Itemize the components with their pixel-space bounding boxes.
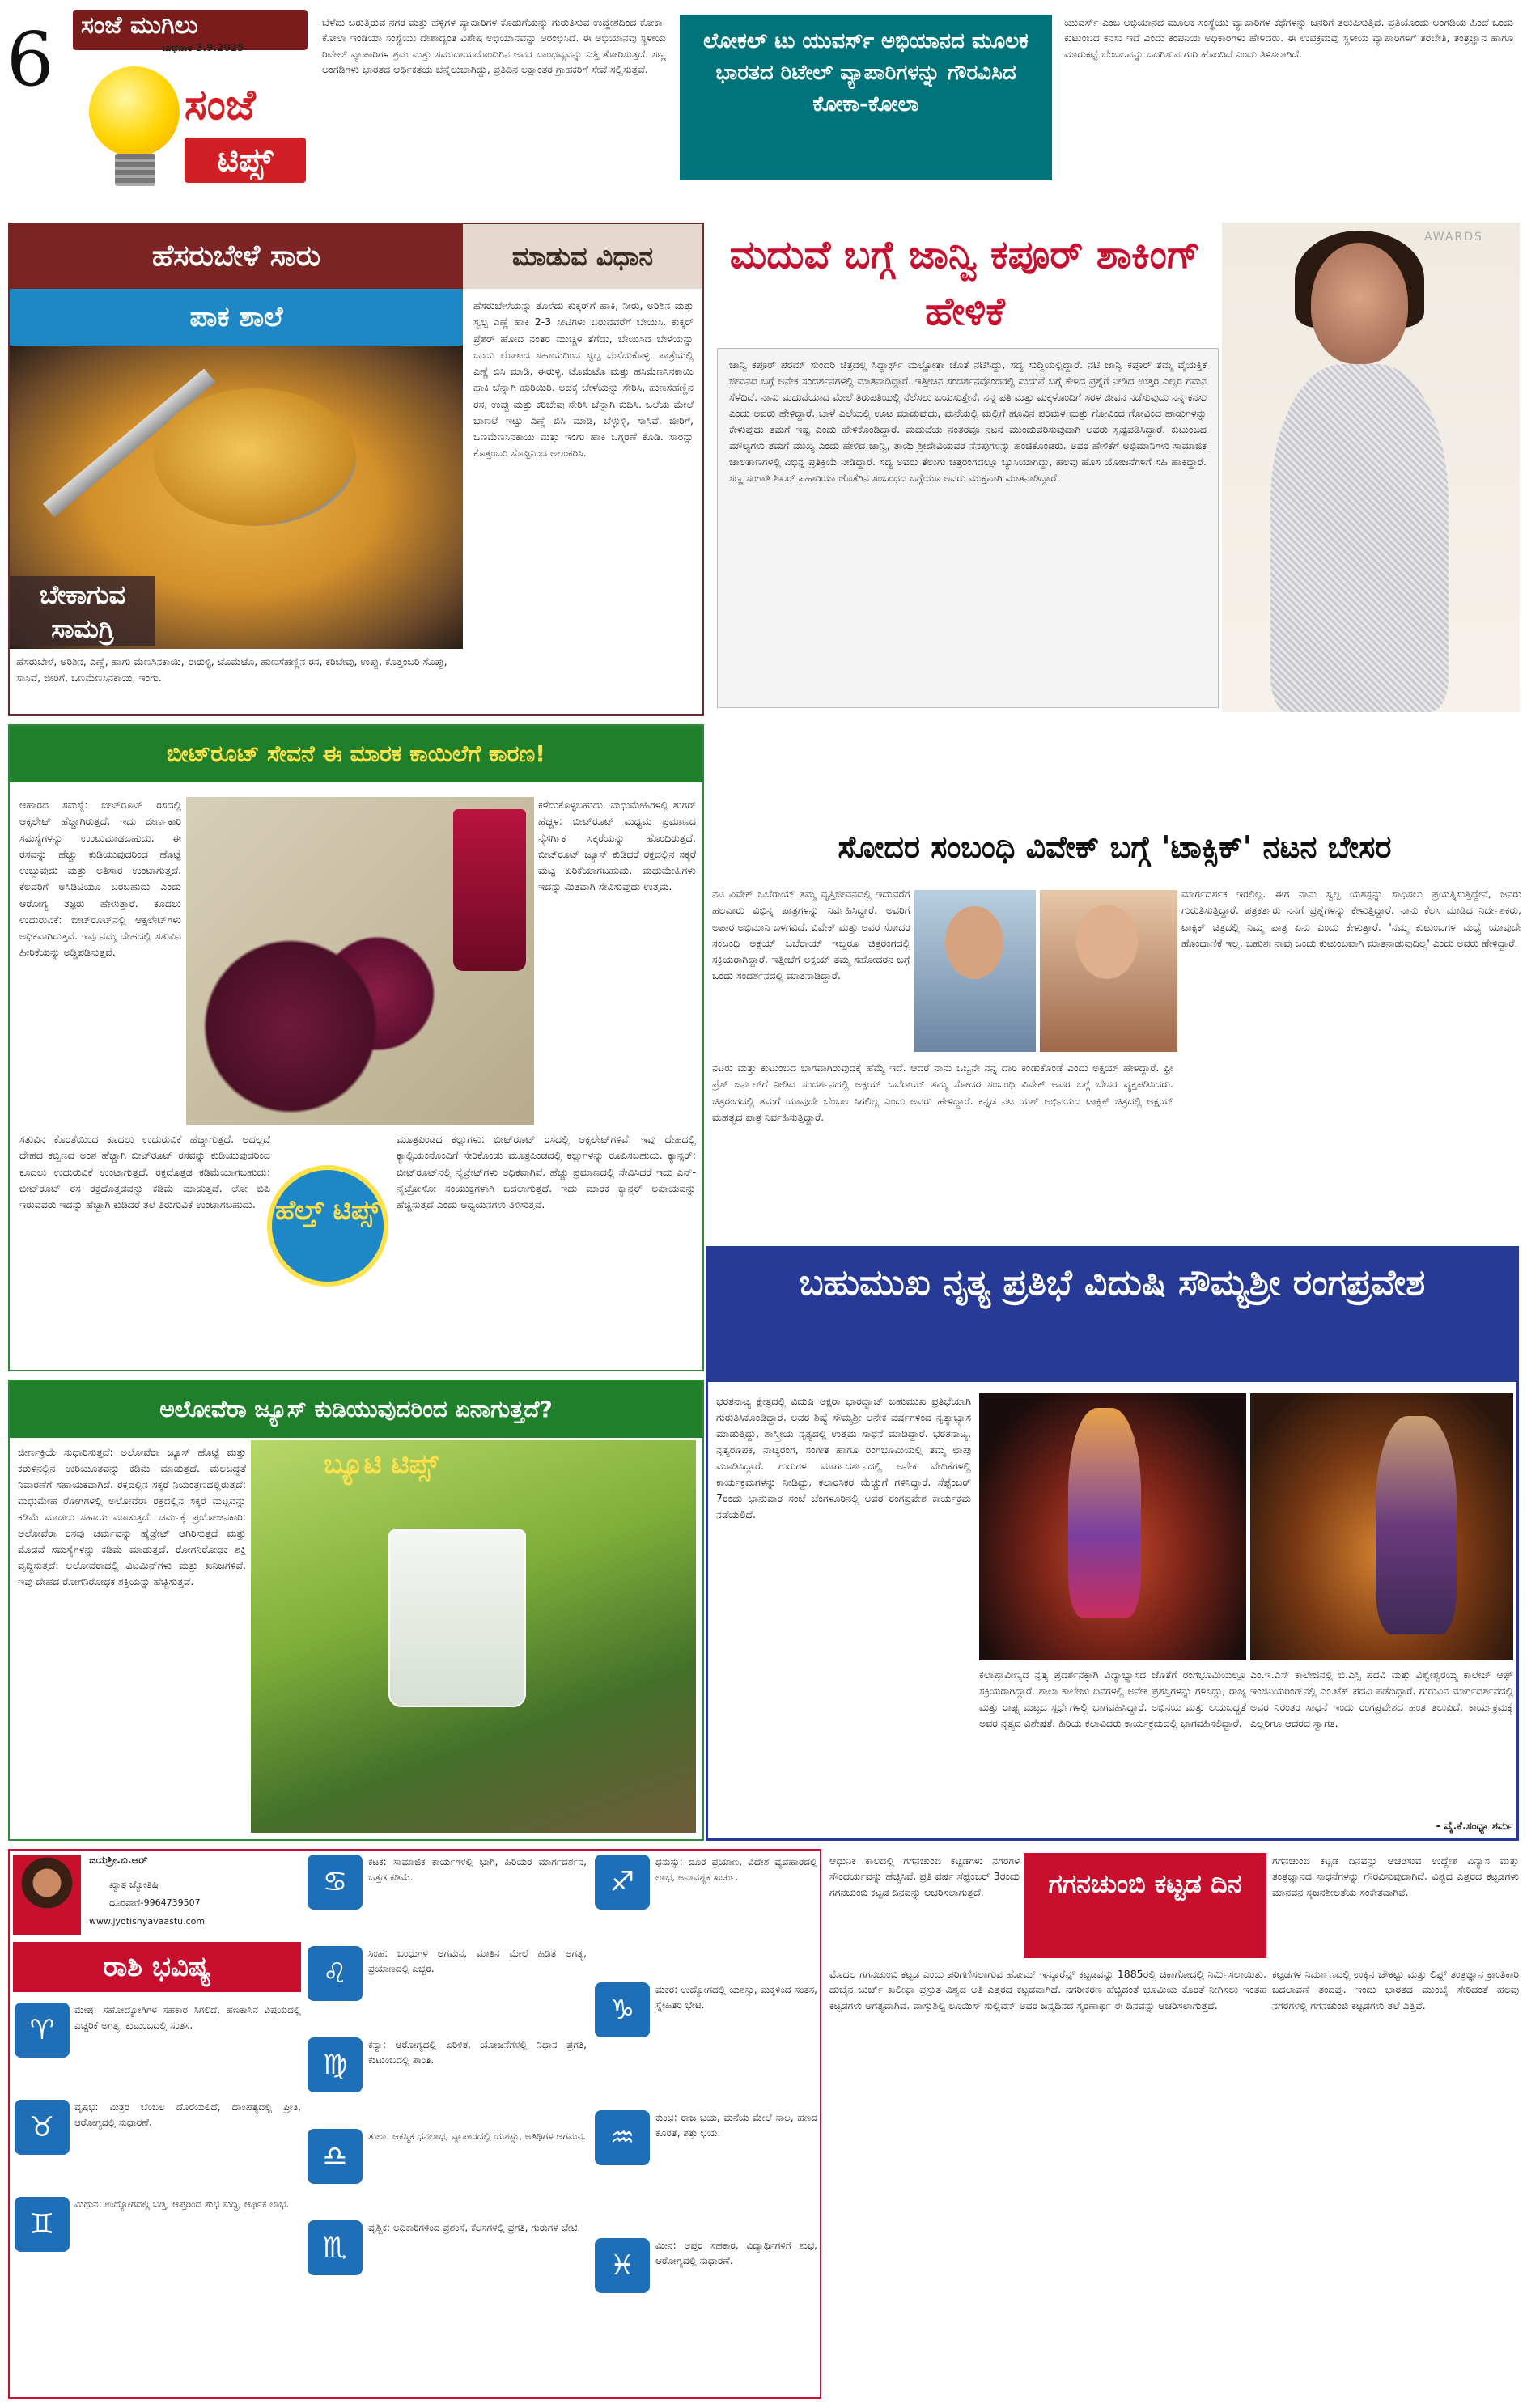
aquarius-icon: ♒: [595, 2110, 650, 2165]
skyscraper-headline: ಗಗನಚುಂಬಿ ಕಟ್ಟಡ ದಿನ: [1024, 1853, 1266, 1958]
astrologer-name: ಜಯಶ್ರೀ.ಬಿ.ಆರ್: [89, 1855, 148, 1867]
skyscraper-col3: ಗಗನಚುಂಬಿ ಕಟ್ಟಡ ದಿನವನ್ನು ಆಚರಿಸುವ ಉದ್ದೇಶ ವಿನ್ಯಾಸ ಮತ್ತು ತಂತ್ರಜ್ಞಾನದ ಸಾಧನೆಗಳನ್ನು ಗೌರವಿಸುವುದಾಗಿದೆ. ವಿಶ್ವದ ಎತ್ತರದ ಕಟ್ಟಡಗಳು ಮಾನವನ ಸೃಜನಶೀಲತೆಯ ಸಂಕೇತವಾಗಿವೆ.: [1272, 1855, 1519, 1898]
leo-text: ಸಿಂಹ: ಬಂಧುಗಳ ಆಗಮನ, ಮಾತಿನ ಮೇಲೆ ಹಿಡಿತ ಅಗತ್ಯ, ಪ್ರಯಾಣದಲ್ಲಿ ಎಚ್ಚರ.: [368, 1948, 587, 1974]
ladle-graphic: [154, 388, 356, 526]
section-title: ಸಂಜೆ: [185, 81, 256, 129]
janhvi-dress-graphic: [1270, 364, 1449, 712]
masthead: [0, 0, 308, 214]
dancer-figure-1: [1068, 1408, 1141, 1618]
aloe-juice-glass-graphic: [388, 1529, 526, 1707]
beetroot-col3: ಕಳೆದುಕೊಳ್ಳಬಹುದು. ಮಧುಮೇಹಿಗಳಲ್ಲಿ ಶುಗರ್ ಹೆಚ್ಚಳ: ಬೀಟ್‌ರೂಟ್ ಮಧ್ಯಮ ಪ್ರಮಾಣದ ನೈಸರ್ಗಿಕ ಸಕ್ಕರೆಯನ್ನು ಹೊಂದಿರುತ್ತದೆ. ಬೀಟ್‌ರೂಟ್ ಜ್ಯೂಸ್ ಕುಡಿದರೆ ರಕ್ತದಲ್ಲಿನ ಸಕ್ಕರೆ ಮಟ್ಟ ಏರಿಕೆಯಾಗಬಹುದು. ಮಧುಮೇಹಿಗಳು ಇದನ್ನು ಮಿತವಾಗಿ ಸೇವಿಸುವುದು ಉತ್ತಮ.: [538, 799, 696, 893]
janhvi-face-graphic: [1311, 243, 1408, 364]
aquarius-text: ಕುಂಭ: ರಾಜ ಭಯ, ಮನೆಯ ಮೇಲೆ ಸಾಲ, ಹಣದ ಕೊರತೆ, ಶತ್ರು ಭಯ.: [655, 2112, 817, 2139]
beetroot-bottom-col2: ಮೂತ್ರಪಿಂಡದ ಕಲ್ಲುಗಳು: ಬೀಟ್‌ರೂಟ್ ರಸದಲ್ಲಿ ಆಕ್ಸಲೇಟ್‌ಗಳಿವೆ. ಇವು ದೇಹದಲ್ಲಿ ಕ್ಯಾಲ್ಸಿಯಂನೊಂದಿಗೆ ಸೇರಿಕೊಂಡು ಮೂತ್ರಪಿಂಡದಲ್ಲಿ ಕಲ್ಲುಗಳನ್ನು ರೂಪಿಸಬಹುದು. ಕ್ಯಾನ್ಸರ್: ಬೀಟ್‌ರೂಟ್‌ನಲ್ಲಿ ನೈಟ್ರೇಟ್‌ಗಳು ಅಧಿಕವಾಗಿವೆ. ಹೆಚ್ಚು ಪ್ರಮಾಣದಲ್ಲಿ ಸೇವಿಸಿದರೆ ಇದು ಎನ್-ನೈಟ್ರೋಸೋ ಸಂಯುಕ್ತಗಳಾಗಿ ಬದಲಾಗುತ್ತದೆ. ಇದು ಮಾರಕ ಕ್ಯಾನ್ಸರ್ ಅಪಾಯವನ್ನು ಹೆಚ್ಚಿಸುತ್ತದೆ ಎಂದು ಅಧ್ಯಯನಗಳು ತಿಳಿಸುತ್ತವೆ.: [397, 1133, 696, 1210]
aloe-headline: ಅಲೋವೆರಾ ಜ್ಯೂಸ್ ಕುಡಿಯುವುದರಿಂದ ಏನಾಗುತ್ತದೆ?: [10, 1381, 702, 1438]
issue-date: ಬುಧವಾರ 3.9.2025: [162, 42, 244, 53]
beetroot-headline: ಬೀಟ್‌ರೂಟ್ ಸೇವನೆ ಈ ಮಾರಕ ಕಾಯಿಲೆಗೆ ಕಾರಣ!: [10, 726, 702, 782]
kitchen-section-title: ಪಾಕ ಶಾಲೆ: [10, 289, 463, 346]
astrologer-website: www.jyotishyavaastu.com: [89, 1916, 206, 1927]
ingredients-list: ಹೆಸರುಬೇಳೆ, ಅರಿಶಿನ, ಎಣ್ಣೆ, ಹಾಗು ಮೆಣಸಿನಕಾಯಿ, ಈರುಳ್ಳಿ, ಟೊಮೆಟೊ, ಹುಣಸೆಹಣ್ಣಿನ ರಸ, ಕರಿಬೇವು, ಉಪ್ಪು, ಕೊತ್ತಂಬರಿ ಸೊಪ್ಪು, ಸಾಸಿವೆ, ಜೀರಿಗೆ, ಒಣಮೆಣಸಿನಕಾಯಿ, ಇಂಗು.: [16, 655, 447, 684]
janhvi-article-body: ಜಾನ್ವಿ ಕಪೂರ್ ಪರಮ್ ಸುಂದರಿ ಚಿತ್ರದಲ್ಲಿ ಸಿದ್ಧಾರ್ಥ್ ಮಲ್ಹೋತ್ರಾ ಜೊತೆ ನಟಿಸಿದ್ದು, ಸದ್ಯ ಸುದ್ದಿಯಲ್ಲಿದ್ದಾರೆ. ನಟಿ ಜಾನ್ವಿ ಕಪೂರ್ ತಮ್ಮ ವೈಯಕ್ತಿಕ ಜೀವನದ ಬಗ್ಗೆ ಅನೇಕ ಸಂದರ್ಶನಗಳಲ್ಲಿ ಮಾತನಾಡಿದ್ದಾರೆ. ಇತ್ತೀಚಿನ ಸಂದರ್ಶನವೊಂದರಲ್ಲಿ ಮದುವೆ ಬಗ್ಗೆ ಕೇಳಿದ ಪ್ರಶ್ನೆಗೆ ನೀಡಿದ ಉತ್ತರ ಎಲ್ಲರ ಗಮನ ಸೆಳೆದಿದೆ. ನಾನು ಮದುವೆಯಾದ ಮೇಲೆ ತಿರುಪತಿಯಲ್ಲಿ ನೆಲೆಸಲು ಬಯಸುತ್ತೇನೆ, ನನ್ನ ಪತಿ ಮತ್ತು ಮಕ್ಕಳೊಂದಿಗೆ ಸರಳ ಜೀವನ ನಡೆಸುವುದು ನನ್ನ ಕನಸು ಎಂದು ಅವರು ಹೇಳಿದ್ದಾರೆ. ಬಾಳೆ ಎಲೆಯಲ್ಲಿ ಊಟ ಮಾಡುವುದು, ಮನೆಯಲ್ಲಿ ಮಲ್ಲಿಗೆ ಹೂವಿನ ಪರಿಮಳ ಮತ್ತು ಗೋವಿಂದ ಗೋವಿಂದ ಹಾಡುಗಳನ್ನು ಕೇಳುವುದು ತಮಗೆ ಇಷ್ಟ ಎಂದು ಹೇಳಿಕೊಂಡಿದ್ದಾರೆ. ಮದುವೆಯ ನಂತರವೂ ನಟನೆ ಮುಂದುವರಿಸುವುದಾಗಿ ಅವರು ಸ್ಪಷ್ಟಪಡಿಸಿದ್ದಾರೆ. ಕುಟುಂಬದ ಮೌಲ್ಯಗಳು ತಮಗೆ ಮುಖ್ಯ ಎಂದು ಹೇಳಿದ ಜಾನ್ವಿ, ತಾಯಿ ಶ್ರೀದೇವಿಯವರ ನೆನಪುಗಳನ್ನು ಹಂಚಿಕೊಂಡರು. ಅವರ ಹೇಳಿಕೆಗೆ ಅಭಿಮಾನಿಗಳು ಸಾಮಾಜಿಕ ಜಾಲತಾಣಗಳಲ್ಲಿ ವಿಭಿನ್ನ ಪ್ರತಿಕ್ರಿಯೆ ನೀಡಿದ್ದಾರೆ. ಸದ್ಯ ಅವರು ತೆಲುಗು ಚಿತ್ರರಂಗದಲ್ಲೂ ಬ್ಯುಸಿಯಾಗಿದ್ದು, ಹಲವು ಹೊಸ ಯೋಜನೆಗಳಿಗೆ ಸಹಿ ಹಾಕಿದ್ದಾರೆ. ಸಣ್ಣ ಸಂಗಾತಿ ಶಿಖರ್ ಪಹಾರಿಯಾ ಜೊತೆಗಿನ ಸಂಬಂಧದ ಬಗ್ಗೆಯೂ ಅವರು ಮುಕ್ತವಾಗಿ ಮಾತನಾಡಿದ್ದಾರೆ.: [717, 348, 1219, 708]
method-title: ಮಾಡುವ ವಿಧಾನ: [463, 224, 702, 289]
astrologer-phone: ದೂರವಾಣಿ-9964739507: [109, 1897, 201, 1908]
awards-backdrop-text: AWARDS: [1424, 231, 1483, 244]
vivek-col1: ನಟ ವಿವೇಕ್ ಒಬೆರಾಯ್ ತಮ್ಮ ವೃತ್ತಿಜೀವನದಲ್ಲಿ ಇದುವರೆಗೆ ಹಲವಾರು ವಿಭಿನ್ನ ಪಾತ್ರಗಳನ್ನು ನಿರ್ವಹಿಸಿದ್ದಾರೆ. ಅವರಿಗೆ ಅಪಾರ ಅಭಿಮಾನಿ ಬಳಗವಿದೆ. ವಿವೇಕ್ ಮತ್ತು ಅವರ ಸೋದರ ಸಂಬಂಧಿ ಅಕ್ಷಯ್ ಒಬೆರಾಯ್ ಇಬ್ಬರೂ ಚಿತ್ರರಂಗದಲ್ಲಿ ಸಕ್ರಿಯರಾಗಿದ್ದಾರೆ. ಇತ್ತೀಚೆಗೆ ಅಕ್ಷಯ್ ತಮ್ಮ ಸಹೋದರನ ಬಗ್ಗೆ ಒಂದು ಸಂದರ್ಶನದಲ್ಲಿ ಮಾತನಾಡಿದ್ದಾರೆ.: [712, 888, 910, 982]
scorpio-icon: ♏: [308, 2220, 363, 2275]
newspaper-logo: ಸಂಜೆ ಮುಗಿಲು: [81, 11, 198, 40]
top-article-headline: ಲೋಕಲ್ ಟು ಯುವರ್ಸ್ ಅಭಿಯಾನದ ಮೂಲಕ ಭಾರತದ ರಿಟೇಲ್ ವ್ಯಾಪಾರಿಗಳನ್ನು ಗೌರವಿಸಿದ ಕೋಕಾ-ಕೋಲಾ: [680, 15, 1052, 180]
ingredients-label: ಬೇಕಾಗುವ ಸಾಮಗ್ರಿ: [10, 576, 155, 646]
dance-headline: ಬಹುಮುಖ ನೃತ್ಯ ಪ್ರತಿಭೆ ವಿದುಷಿ ಸೌಮ್ಯಶ್ರೀ ರಂಗಪ್ರವೇಶ: [706, 1246, 1519, 1380]
lightbulb-base-icon: [115, 154, 155, 186]
astrologer-role: ಖ್ಯಾತ ಜ್ಯೋತಿಷಿ: [109, 1879, 159, 1890]
leo-icon: ♌: [308, 1946, 363, 2001]
cancer-text: ಕಟಕ: ಸಾಮಾಜಿಕ ಕಾರ್ಯಗಳಲ್ಲಿ ಭಾಗಿ, ಹಿರಿಯರ ಮಾರ್ಗದರ್ಶನ, ಒತ್ತಡ ಕಡಿಮೆ.: [368, 1856, 587, 1883]
vivek-face-graphic: [1076, 905, 1138, 979]
vivek-headline: ಸೋದರ ಸಂಬಂಧಿ ವಿವೇಕ್ ಬಗ್ಗೆ 'ಟಾಕ್ಸಿಕ್' ನಟನ ಬೇಸರ: [838, 829, 1392, 865]
libra-icon: ♎: [308, 2129, 363, 2184]
pisces-text: ಮೀನ: ಆಪ್ತರ ಸಹಕಾರ, ವಿದ್ಯಾರ್ಥಿಗಳಿಗೆ ಶುಭ, ಆರೋಗ್ಯದಲ್ಲಿ ಸುಧಾರಣೆ.: [655, 2240, 817, 2266]
section-subtitle: ಟಿಪ್ಸ್: [185, 138, 306, 183]
beetroot-bottom-col1: ಸತುವಿನ ಕೊರತೆಯಿಂದ ಕೂದಲು ಉದುರುವಿಕೆ ಹೆಚ್ಚಾಗುತ್ತದೆ. ಅದಲ್ಲದೆ ದೇಹದ ಕಬ್ಬಿಣದ ಅಂಶ ಹೆಚ್ಚಾಗಿ ಬೀಟ್‌ರೂಟ್ ರಸವನ್ನು ಕುಡಿಯುವುದರಿಂದ ಕೂದಲು ಉದುರುವಿಕೆ ಉಂಟಾಗುತ್ತದೆ. ರಕ್ತದೊತ್ತಡ ಕಡಿಮೆಯಾಗಬಹುದು: ಬೀಟ್‌ರೂಟ್ ರಸ ರಕ್ತದೊತ್ತಡವನ್ನು ಕಡಿಮೆ ಮಾಡುತ್ತದೆ. ಲೋ ಬಿಪಿ ಇರುವವರು ಇದನ್ನು ಹೆಚ್ಚಾಗಿ ಕುಡಿದರೆ ತಲೆ ತಿರುಗುವಿಕೆ ಉಂಟಾಗಬಹುದು.: [19, 1133, 270, 1210]
taurus-icon: ♉: [15, 2100, 70, 2155]
cancer-icon: ♋: [308, 1855, 363, 1910]
janhvi-headline: ಮದುವೆ ಬಗ್ಗೆ ಜಾನ್ವಿ ಕಪೂರ್ ಶಾಕಿಂಗ್ ಹೇಳಿಕೆ: [729, 232, 1201, 334]
virgo-icon: ♍: [308, 2037, 363, 2092]
dance-byline: - ವೈ.ಕೆ.ಸಂಧ್ಯಾ ಶರ್ಮ: [1436, 1821, 1513, 1833]
dance-col1: ಭರತನಾಟ್ಯ ಕ್ಷೇತ್ರದಲ್ಲಿ ವಿದುಷಿ ಅಕ್ಷರಾ ಭಾರದ್ವಾಜ್ ಬಹುಮುಖ ಪ್ರತಿಭೆಯಾಗಿ ಗುರುತಿಸಿಕೊಂಡಿದ್ದಾರೆ. ಅವರ ಶಿಷ್ಯೆ ಸೌಮ್ಯಶ್ರೀ ಅನೇಕ ವರ್ಷಗಳಿಂದ ನೃತ್ಯಾಭ್ಯಾಸ ಮಾಡುತ್ತಿದ್ದು, ಶಾಸ್ತ್ರೀಯ ನೃತ್ಯದಲ್ಲಿ ಉತ್ತಮ ಸಾಧನೆ ಮಾಡಿದ್ದಾರೆ. ಭರತನಾಟ್ಯ, ನೃತ್ಯರೂಪಕ, ನಾಟ್ಯರಂಗ, ಸಂಗೀತ ಹಾಗೂ ರಂಗಭೂಮಿಯಲ್ಲಿ ತಮ್ಮ ಛಾಪು ಮೂಡಿಸಿದ್ದಾರೆ. ಗುರುಗಳ ಮಾರ್ಗದರ್ಶನದಲ್ಲಿ ಅನೇಕ ವೇದಿಕೆಗಳಲ್ಲಿ ಕಾರ್ಯಕ್ರಮಗಳನ್ನು ನೀಡಿದ್ದು, ಕಲಾರಸಿಕರ ಮೆಚ್ಚುಗೆ ಗಳಿಸಿದ್ದಾರೆ. ಸೆಪ್ಟೆಂಬರ್ 7ರಂದು ಭಾನುವಾರ ಸಂಜೆ ಬೆಂಗಳೂರಿನಲ್ಲಿ ಅವರ ರಂಗಪ್ರವೇಶ ಕಾರ್ಯಕ್ರಮ ನಡೆಯಲಿದೆ.: [716, 1395, 971, 1520]
pisces-icon: ♓: [595, 2238, 650, 2293]
virgo-text: ಕನ್ಯಾ: ಆರೋಗ್ಯದಲ್ಲಿ ಏರಿಳಿತ, ಯೋಜನೆಗಳಲ್ಲಿ ನಿಧಾನ ಪ್ರಗತಿ, ಕುಟುಂಬದಲ್ಲಿ ಶಾಂತಿ.: [368, 2039, 587, 2066]
aries-text: ಮೇಷ: ಸಹೋದ್ಯೋಗಿಗಳ ಸಹಕಾರ ಸಿಗಲಿದೆ, ಹಣಕಾಸಿನ ವಿಷಯದಲ್ಲಿ ಎಚ್ಚರಿಕೆ ಅಗತ್ಯ, ಕುಟುಂಬದಲ್ಲಿ ಸಂತಸ.: [74, 2004, 301, 2031]
capricorn-text: ಮಕರ: ಉದ್ಯೋಗದಲ್ಲಿ ಯಶಸ್ಸು, ಮಕ್ಕಳಿಂದ ಸಂತಸ, ಸ್ನೇಹಿತರ ಭೇಟಿ.: [655, 1984, 817, 2011]
aries-icon: ♈: [15, 2003, 70, 2058]
capricorn-icon: ♑: [595, 1982, 650, 2037]
taurus-text: ವೃಷಭ: ಮಿತ್ರರ ಬೆಂಬಲ ದೊರೆಯಲಿದೆ, ದಾಂಪತ್ಯದಲ್ಲಿ ಪ್ರೀತಿ, ಆರೋಗ್ಯದಲ್ಲಿ ಸುಧಾರಣೆ.: [74, 2101, 301, 2128]
top-article-col3: ಯುವರ್ಸ್ ಎಂಬ ಅಭಿಯಾನದ ಮೂಲಕ ಸಂಸ್ಥೆಯು ವ್ಯಾಪಾರಿಗಳ ಕಥೆಗಳನ್ನು ಜನರಿಗೆ ತಲುಪಿಸುತ್ತಿದೆ. ಪ್ರತಿಯೊಂದು ಅಂಗಡಿಯ ಹಿಂದೆ ಒಂದು ಕುಟುಂಬದ ಕನಸು ಇದೆ ಎಂದು ಕಂಪನಿಯ ಅಧಿಕಾರಿಗಳು ಹೇಳಿದರು. ಈ ಉಪಕ್ರಮವು ಸ್ಥಳೀಯ ವ್ಯಾಪಾರಿಗಳಿಗೆ ತರಬೇತಿ, ತಂತ್ರಜ್ಞಾನ ಹಾಗೂ ಮಾರುಕಟ್ಟೆ ಬೆಂಬಲವನ್ನು ಒದಗಿಸುವ ಗುರಿ ಹೊಂದಿದೆ ಎಂದು ತಿಳಿಸಲಾಗಿದೆ.: [1064, 16, 1513, 60]
dance-col2: ಕಲಾಪ್ರಾವೀಣ್ಯದ ನೃತ್ಯ ಪ್ರದರ್ಶನಕ್ಕಾಗಿ ವಿದ್ಯಾಭ್ಯಾಸದ ಜೊತೆಗೆ ರಂಗಭೂಮಿಯಲ್ಲೂ ಸಕ್ರಿಯರಾಗಿದ್ದಾರೆ. ಶಾಲಾ ಕಾಲೇಜು ದಿನಗಳಲ್ಲಿ ಅನೇಕ ಪ್ರಶಸ್ತಿಗಳನ್ನು ಗಳಿಸಿದ್ದು, ರಾಜ್ಯ ಮತ್ತು ರಾಷ್ಟ್ರ ಮಟ್ಟದ ಸ್ಪರ್ಧೆಗಳಲ್ಲಿ ಭಾಗವಹಿಸಿದ್ದಾರೆ. ಅಭಿನಯ ಮತ್ತು ಲಯಬದ್ಧತೆ ಅವರ ನೃತ್ಯದ ವಿಶೇಷತೆ. ಹಿರಿಯ ಕಲಾವಿದರು ಕಾರ್ಯಕ್ರಮದಲ್ಲಿ ಭಾಗವಹಿಸಲಿದ್ದಾರೆ.: [979, 1668, 1246, 1729]
beetroot-juice-glass-graphic: [453, 809, 526, 971]
method-text: ಹೆಸರುಬೇಳೆಯನ್ನು ತೊಳೆದು ಕುಕ್ಕರ್‌ಗೆ ಹಾಕಿ, ನೀರು, ಅರಿಶಿನ ಮತ್ತು ಸ್ವಲ್ಪ ಎಣ್ಣೆ ಹಾಕಿ 2-3 ಸೀಟಿಗಳು ಬರುವವರೆಗೆ ಬೇಯಿಸಿ. ಕುಕ್ಕರ್ ಪ್ರೆಶರ್ ಹೋದ ನಂತರ ಮುಚ್ಚಳ ತೆಗೆದು, ಬೇಯಿಸಿದ ಬೇಳೆಯನ್ನು ಒಂದು ಲೋಟದ ಸಹಾಯದಿಂದ ಸ್ವಲ್ಪ ಮಸೆದುಕೊಳ್ಳಿ. ಪಾತ್ರೆಯಲ್ಲಿ ಎಣ್ಣೆ ಬಿಸಿ ಮಾಡಿ, ಈರುಳ್ಳಿ, ಟೊಮೆಟೊ ಮತ್ತು ಹಸಿಮೆಣಸಿನಕಾಯಿ ಹಾಕಿ ಚೆನ್ನಾಗಿ ಹುರಿಯಿರಿ. ಅದಕ್ಕೆ ಬೇಳೆಯನ್ನು ಸೇರಿಸಿ, ಹುಣಸೆಹಣ್ಣಿನ ರಸ, ಉಪ್ಪು ಮತ್ತು ಕರಿಬೇವು ಸೇರಿಸಿ ಚೆನ್ನಾಗಿ ಕುದಿಸಿ. ಒಲೆಯ ಮೇಲೆ ಬಾಣಲೆ ಇಟ್ಟು ಎಣ್ಣೆ ಬಿಸಿ ಮಾಡಿ, ಬೆಳ್ಳುಳ್ಳಿ, ಸಾಸಿವೆ, ಜೀರಿಗೆ, ಒಣಮೆಣಸಿನಕಾಯಿ ಮತ್ತು ಇಂಗು ಹಾಕಿ ಒಗ್ಗರಣೆ ಕೊಡಿ. ಸಾರನ್ನು ಕೊತ್ತಂಬರಿ ಸೊಪ್ಪಿನಿಂದ ಅಲಂಕರಿಸಿ.: [473, 299, 694, 460]
akshay-face-graphic: [945, 906, 1003, 979]
libra-text: ತುಲಾ: ಆಕಸ್ಮಿಕ ಧನಲಾಭ, ವ್ಯಾಪಾರದಲ್ಲಿ ಯಶಸ್ಸು, ಅತಿಥಿಗಳ ಆಗಮನ.: [368, 2130, 586, 2142]
top-article-col1: ಬೆಳೆದು ಬರುತ್ತಿರುವ ನಗರ ಮತ್ತು ಹಳ್ಳಿಗಳ ವ್ಯಾಪಾರಿಗಳ ಕೊಡುಗೆಯನ್ನು ಗುರುತಿಸುವ ಉದ್ದೇಶದಿಂದ ಕೋಕಾ-ಕೋಲಾ ಇಂಡಿಯಾ ಸಂಸ್ಥೆಯು ದೇಶಾದ್ಯಂತ ವಿಶೇಷ ಅಭಿಯಾನವನ್ನು ಆರಂಭಿಸಿದೆ. ಈ ಅಭಿಯಾನವು ಸ್ಥಳೀಯ ರಿಟೇಲ್ ವ್ಯಾಪಾರಿಗಳ ಶ್ರಮ ಮತ್ತು ಸಮುದಾಯದೊಂದಿಗಿನ ಅವರ ಬಾಂಧವ್ಯವನ್ನು ಎತ್ತಿ ತೋರಿಸುತ್ತದೆ. ಸಣ್ಣ ಅಂಗಡಿಗಳು ಭಾರತದ ಆರ್ಥಿಕತೆಯ ಬೆನ್ನೆಲುಬಾಗಿದ್ದು, ಪ್ರತಿದಿನ ಲಕ್ಷಾಂತರ ಗ್ರಾಹಕರಿಗೆ ಸೇವೆ ಸಲ್ಲಿಸುತ್ತವೆ.: [322, 16, 666, 76]
recipe-title: ಹೆಸರುಬೇಳೆ ಸಾರು: [10, 224, 463, 289]
beauty-tips-label: ಬ್ಯೂಟಿ ಟಿಪ್ಸ್: [324, 1448, 439, 1481]
health-tips-badge: ಹೆಲ್ತ್ ಟಿಪ್ಸ್: [267, 1165, 388, 1287]
aloe-text: ಜೀರ್ಣಕ್ರಿಯೆ ಸುಧಾರಿಸುತ್ತದೆ: ಅಲೋವೆರಾ ಜ್ಯೂಸ್ ಹೊಟ್ಟೆ ಮತ್ತು ಕರುಳಿನಲ್ಲಿನ ಉರಿಯೂತವನ್ನು ಕಡಿಮೆ ಮಾಡುತ್ತದೆ. ಮಲಬದ್ಧತೆ ನಿವಾರಣೆಗೆ ಸಹಾಯಕವಾಗಿದೆ. ರಕ್ತದಲ್ಲಿನ ಸಕ್ಕರೆ ನಿಯಂತ್ರಣದಲ್ಲಿರುತ್ತದೆ: ಮಧುಮೇಹ ರೋಗಿಗಳಲ್ಲಿ ಅಲೋವೆರಾ ರಕ್ತದಲ್ಲಿನ ಸಕ್ಕರೆ ಮಟ್ಟವನ್ನು ಕಡಿಮೆ ಮಾಡಲು ಸಹಾಯ ಮಾಡುತ್ತದೆ. ಚರ್ಮಕ್ಕೆ ಪ್ರಯೋಜನಕಾರಿ: ಅಲೋವೆರಾ ರಸವು ಚರ್ಮವನ್ನು ಹೈಡ್ರೇಟ್ ಆಗಿರಿಸುತ್ತದೆ ಮತ್ತು ಮೊಡವೆ ಸಮಸ್ಯೆಗಳನ್ನು ಕಡಿಮೆ ಮಾಡುತ್ತದೆ. ರೋಗನಿರೋಧಕ ಶಕ್ತಿ ವೃದ್ಧಿಸುತ್ತದೆ: ಅಲೋವೆರಾದಲ್ಲಿ ವಿಟಮಿನ್‌ಗಳು ಮತ್ತು ಖನಿಜಗಳಿವೆ. ಇವು ದೇಹದ ರೋಗನಿರೋಧಕ ಶಕ್ತಿಯನ್ನು ಹೆಚ್ಚಿಸುತ್ತವೆ.: [18, 1446, 246, 1588]
sagittarius-text: ಧನುಸ್ಸು: ದೂರ ಪ್ರಯಾಣ, ವಿದೇಶ ವ್ಯವಹಾರದಲ್ಲಿ ಲಾಭ, ಅನಾವಶ್ಯಕ ಖರ್ಚು.: [655, 1856, 817, 1883]
skyscraper-col4: ಕಟ್ಟಡಗಳ ನಿರ್ಮಾಣದಲ್ಲಿ ಉಕ್ಕಿನ ಚೌಕಟ್ಟು ಮತ್ತು ಲಿಫ್ಟ್ ತಂತ್ರಜ್ಞಾನ ಕ್ರಾಂತಿಕಾರಿ ಬದಲಾವಣೆ ತಂದವು. ಇಂದು ಭಾರತದ ಮುಂಬೈ ಸೇರಿದಂತೆ ಹಲವು ನಗರಗಳಲ್ಲಿ ಗಗನಚುಂಬಿ ಕಟ್ಟಡಗಳು ತಲೆ ಎತ್ತಿವೆ.: [1272, 1968, 1519, 2012]
page-number: 6: [6, 16, 54, 103]
skyscraper-col1: ಆಧುನಿಕ ಕಾಲದಲ್ಲಿ ಗಗನಚುಂಬಿ ಕಟ್ಟಡಗಳು ನಗರಗಳ ಸೌಂದರ್ಯವನ್ನು ಹೆಚ್ಚಿಸಿವೆ. ಪ್ರತಿ ವರ್ಷ ಸೆಪ್ಟೆಂಬರ್ 3ರಂದು ಗಗನಚುಂಬಿ ಕಟ್ಟಡ ದಿನವನ್ನು ಆಚರಿಸಲಾಗುತ್ತದೆ.: [829, 1855, 1020, 1898]
vivek-bottom-text: ನಟರು ಮತ್ತು ಕುಟುಂಬದ ಭಾಗವಾಗಿರುವುದಕ್ಕೆ ಹೆಮ್ಮೆ ಇದೆ. ಆದರೆ ನಾನು ಒಬ್ಬನೇ ನನ್ನ ದಾರಿ ಕಂಡುಕೊಂಡೆ ಎಂದು ಅಕ್ಷಯ್ ಹೇಳಿದ್ದಾರೆ. ಫ್ರೀ ಪ್ರೆಸ್ ಜರ್ನಲ್‌ಗೆ ನೀಡಿದ ಸಂದರ್ಶನದಲ್ಲಿ ಅಕ್ಷಯ್ ಒಬೆರಾಯ್ ತಮ್ಮ ಸೋದರ ಸಂಬಂಧಿ ವಿವೇಕ್ ಅವರ ಬಗ್ಗೆ ಬೇಸರ ವ್ಯಕ್ತಪಡಿಸಿದರು. ಚಿತ್ರರಂಗದಲ್ಲಿ ತಮಗೆ ಯಾವುದೇ ಬೆಂಬಲ ಸಿಗಲಿಲ್ಲ ಎಂದು ಅವರು ಹೇಳಿದ್ದಾರೆ. ಕನ್ನಡ ನಟ ಯಶ್ ಅಭಿನಯದ ಟಾಕ್ಸಿಕ್ ಚಿತ್ರದಲ್ಲಿ ಅಕ್ಷಯ್ ಮಹತ್ವದ ಪಾತ್ರ ನಿರ್ವಹಿಸುತ್ತಿದ್ದಾರೆ.: [712, 1062, 1173, 1123]
dance-col3: ಎಂ.ಇ.ಎಸ್ ಕಾಲೇಜಿನಲ್ಲಿ ಬಿ.ಎಸ್ಸಿ ಪದವಿ ಮತ್ತು ವಿಶ್ವೇಶ್ವರಯ್ಯ ಕಾಲೇಜ್ ಆಫ್ ಇಂಜಿನಿಯರಿಂಗ್‌ನಲ್ಲಿ ಎಂ.ಟೆಕ್ ಪದವಿ ಪಡೆದಿದ್ದಾರೆ. ಗುರುವಿನ ಮಾರ್ಗದರ್ಶನದಲ್ಲಿ ಅವರ ನಿರಂತರ ಸಾಧನೆ ಇಂದು ರಂಗಪ್ರವೇಶದ ಹಂತ ತಲುಪಿದೆ. ಕಾರ್ಯಕ್ರಮಕ್ಕೆ ಎಲ್ಲರಿಗೂ ಆದರದ ಸ್ವಾಗತ.: [1250, 1668, 1513, 1729]
beetroot-col1: ಆಹಾರದ ಸಮಸ್ಯೆ: ಬೀಟ್‌ರೂಟ್ ರಸದಲ್ಲಿ ಆಕ್ಸಲೇಟ್ ಹೆಚ್ಚಾಗಿರುತ್ತದೆ. ಇದು ಜೀರ್ಣಕಾರಿ ಸಮಸ್ಯೆಗಳನ್ನು ಉಂಟುಮಾಡಬಹುದು. ಈ ರಸವನ್ನು ಹೆಚ್ಚು ಕುಡಿಯುವುದರಿಂದ ಹೊಟ್ಟೆ ಉಬ್ಬುವುದು ಮತ್ತು ಅತಿಸಾರ ಉಂಟಾಗುತ್ತದೆ. ಕೆಲವರಿಗೆ ಅಸಿಡಿಟಿಯೂ ಬರಬಹುದು ಎಂದು ಆರೋಗ್ಯ ತಜ್ಞರು ಹೇಳುತ್ತಾರೆ. ಕೂದಲು ಉದುರುವಿಕೆ: ಬೀಟ್‌ರೂಟ್‌ನಲ್ಲಿ ಆಕ್ಸಲೇಟ್‌ಗಳು ಅಧಿಕವಾಗಿರುತ್ತವೆ. ಇವು ನಮ್ಮ ದೇಹದಲ್ಲಿ ಸತುವಿನ ಹೀರಿಕೆಯನ್ನು ಅಡ್ಡಿಪಡಿಸುತ್ತವೆ.: [19, 799, 181, 959]
vivek-col3: ಮಾರ್ಗದರ್ಶಕ ಇರಲಿಲ್ಲ. ಈಗ ನಾನು ಸ್ವಲ್ಪ ಯಶಸ್ಸನ್ನು ಸಾಧಿಸಲು ಪ್ರಯತ್ನಿಸುತ್ತಿದ್ದೇನೆ, ಜನರು ಗುರುತಿಸುತ್ತಿದ್ದಾರೆ. ಪತ್ರಕರ್ತರು ನನಗೆ ಪ್ರಶ್ನೆಗಳನ್ನು ಕೇಳುತ್ತಿದ್ದಾರೆ. ನಾನು ಕೆಲಸ ಮಾಡಿದ ನಿರ್ದೇಶಕರು, ಟಾಕ್ಸಿಕ್ ಚಿತ್ರದಲ್ಲಿ ನಿಮ್ಮ ಪಾತ್ರ ಏನು ಎಂದು ಕೇಳುತ್ತಾರೆ. 'ನಮ್ಮ ಕುಟುಂಬಗಳ ಮಧ್ಯೆ ಯಾವುದೇ ಹೊಂದಾಣಿಕೆ ಇಲ್ಲ, ಬಹುಶಃ ನಾವು ಒಂದು ಕುಟುಂಬವಾಗಿ ಮಾತನಾಡುವುದಿಲ್ಲ' ಎಂದು ಅವರು ಹೇಳಿದ್ದಾರೆ.: [1181, 888, 1521, 949]
gemini-icon: ♊: [15, 2197, 70, 2252]
lightbulb-icon: [89, 66, 180, 157]
gemini-text: ಮಿಥುನ: ಉದ್ಯೋಗದಲ್ಲಿ ಬಡ್ತಿ, ಆಪ್ತರಿಂದ ಶುಭ ಸುದ್ದಿ, ಆರ್ಥಿಕ ಲಾಭ.: [74, 2198, 290, 2210]
sagittarius-icon: ♐: [595, 1855, 650, 1910]
dancer-figure-2: [1376, 1416, 1457, 1634]
skyscraper-col2: ಮೊದಲ ಗಗನಚುಂಬಿ ಕಟ್ಟಡ ಎಂದು ಪರಿಗಣಿಸಲಾಗುವ ಹೋಮ್ ಇನ್ಶೂರೆನ್ಸ್ ಕಟ್ಟಡವನ್ನು 1885ರಲ್ಲಿ ಚಿಕಾಗೋದಲ್ಲಿ ನಿರ್ಮಿಸಲಾಯಿತು. ದುಬೈನ ಬುರ್ಜ್ ಖಲೀಫಾ ಪ್ರಸ್ತುತ ವಿಶ್ವದ ಅತಿ ಎತ್ತರದ ಕಟ್ಟಡವಾಗಿದೆ. ನಗರೀಕರಣ ಹೆಚ್ಚಿದಂತೆ ಭೂಮಿಯ ಕೊರತೆ ನೀಗಿಸಲು ಇಂತಹ ಕಟ್ಟಡಗಳು ಅಗತ್ಯವಾಗಿವೆ. ವಾಸ್ತುಶಿಲ್ಪಿ ಲೂಯಿಸ್ ಸುಲ್ಲಿವನ್ ಅವರ ಜನ್ಮದಿನದ ಸ್ಮರಣಾರ್ಥ ಈ ದಿನವನ್ನು ಆಚರಿಸಲಾಗುತ್ತದೆ.: [829, 1968, 1266, 2012]
astrologer-avatar: [13, 1855, 81, 1935]
horoscope-title: ರಾಶಿ ಭವಿಷ್ಯ: [13, 1942, 301, 1992]
scorpio-text: ವೃಶ್ಚಿಕ: ಅಧಿಕಾರಿಗಳಿಂದ ಪ್ರಶಂಸೆ, ಕೆಲಸಗಳಲ್ಲಿ ಪ್ರಗತಿ, ಗುರುಗಳ ಭೇಟಿ.: [368, 2222, 581, 2233]
